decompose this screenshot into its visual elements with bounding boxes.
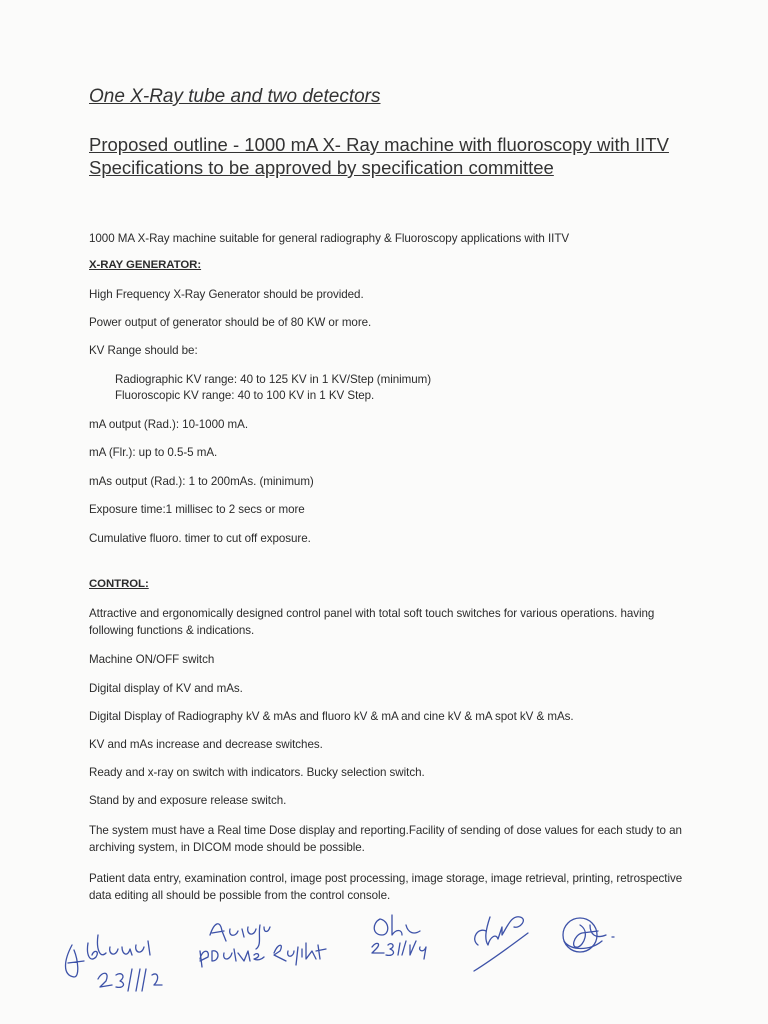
control-line: Patient data entry, examination control, image post processing, image storage, image retrieval, printing, retrospective data editing all should be possible from the control console. bbox=[89, 872, 683, 902]
intro-text: 1000 MA X-Ray machine suitable for general radiography & Fluoroscopy applications with IITV bbox=[89, 232, 570, 245]
document-title: One X-Ray tube and two detectors bbox=[89, 86, 381, 107]
signature-3 bbox=[372, 915, 426, 959]
generator-line: mA (Flr.): up to 0.5-5 mA. bbox=[89, 446, 218, 459]
signature-1 bbox=[66, 935, 163, 991]
generator-line: Power output of generator should be of 80 KW or more. bbox=[89, 316, 372, 329]
signatures bbox=[50, 905, 650, 1015]
generator-line: Radiographic KV range: 40 to 125 KV in 1 KV/Step (minimum) bbox=[115, 373, 432, 386]
signature-5 bbox=[563, 918, 614, 952]
generator-line: Exposure time:1 millisec to 2 secs or more bbox=[89, 503, 305, 516]
control-line: Machine ON/OFF switch bbox=[89, 653, 215, 666]
control-line: Attractive and ergonomically designed control panel with total soft touch switches for various operations. having following functions & indications. bbox=[89, 607, 655, 637]
control-line: Stand by and exposure release switch. bbox=[89, 794, 287, 807]
generator-line: KV Range should be: bbox=[89, 344, 198, 357]
generator-line: Fluoroscopic KV range: 40 to 100 KV in 1 KV Step. bbox=[115, 389, 375, 402]
control-line: Digital Display of Radiography kV & mAs and fluoro kV & mA and cine kV & mA spot kV & mAs. bbox=[89, 710, 574, 723]
control-line: Ready and x-ray on switch with indicators. Bucky selection switch. bbox=[89, 766, 425, 779]
control-line: Digital display of KV and mAs. bbox=[89, 682, 243, 695]
control-line: KV and mAs increase and decrease switches. bbox=[89, 738, 323, 751]
generator-line: High Frequency X-Ray Generator should be provided. bbox=[89, 288, 364, 301]
control-line: The system must have a Real time Dose display and reporting.Facility of sending of dose values for each study to an archiving system, in DICOM mode should be possible. bbox=[89, 824, 682, 854]
generator-line: Cumulative fluoro. timer to cut off exposure. bbox=[89, 532, 311, 545]
control-heading: CONTROL: bbox=[89, 578, 149, 590]
signature-4 bbox=[474, 917, 528, 971]
generator-heading: X-RAY GENERATOR: bbox=[89, 259, 202, 271]
generator-line: mAs output (Rad.): 1 to 200mAs. (minimum) bbox=[89, 475, 314, 488]
signature-2 bbox=[200, 924, 326, 967]
document-heading: Proposed outline - 1000 mA X- Ray machine with fluoroscopy with IITV Specifications to be approved by specification committee bbox=[89, 134, 669, 178]
generator-line: mA output (Rad.): 10-1000 mA. bbox=[89, 418, 249, 431]
